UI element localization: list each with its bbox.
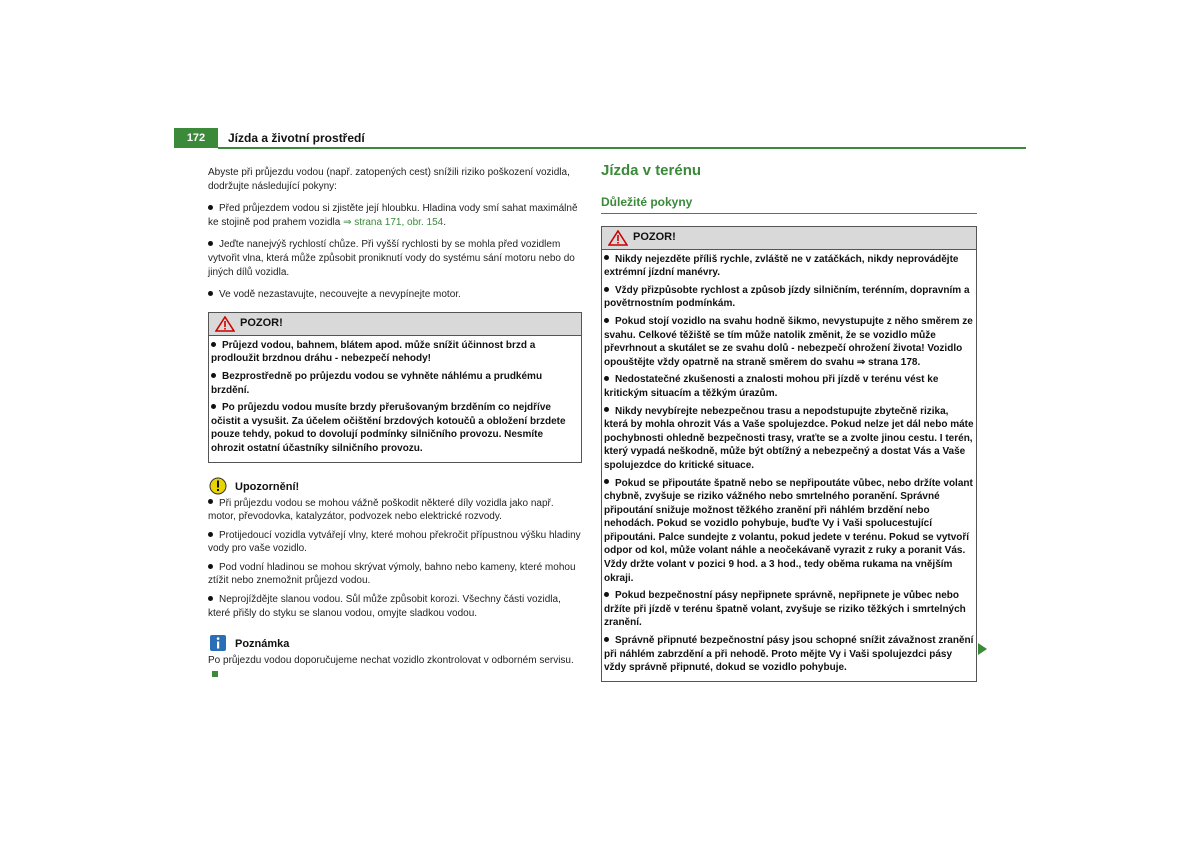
- caution-item-text: Protijedoucí vozidla vytvářejí vlny, které mohou překročit přípustnou výšku hladiny vody pro vaše vozidlo.: [208, 529, 581, 555]
- warning-item: [604, 315, 974, 369]
- caution-item-text: Neprojíždějte slanou vodou. Sůl může způsobit korozi. Všechny části vozidla, které přišly do styku se slanou vodou, omyjte sladkou vodou.: [208, 594, 561, 619]
- list-item-text: Jeďte nanejvýš rychlostí chůze. Při vyšší rychlosti by se mohla před vozidlem vytvořit vlna, která může způsobit proniknutí vody do systému sání motoru nebo do jiných dílů vozidla.: [208, 239, 575, 278]
- warning-item-text: Nikdy nejezděte příliš rychle, zvláště ne v zatáčkách, nikdy neprovádějte extrémní jízdní manévry.: [604, 253, 959, 279]
- warning-box: [601, 226, 977, 682]
- chapter-title: Jízda a životní prostředí: [228, 131, 365, 145]
- warning-label: POZOR!: [240, 316, 283, 329]
- page-reference-link[interactable]: ⇒ strana 171, obr. 154: [343, 216, 444, 228]
- warning-item: [604, 589, 974, 630]
- warning-item: [604, 253, 974, 280]
- caution-item: [208, 593, 582, 620]
- bullet-icon: [208, 532, 213, 537]
- caution-item: [208, 561, 582, 588]
- note-header: [208, 634, 582, 654]
- intro-paragraph: Abyste při průjezdu vodou (např. zatopených cest) snížili riziko poškození vozidla, dodržujte následující pokyny:: [208, 167, 570, 192]
- warning-triangle-icon: [608, 230, 628, 246]
- warning-item-text: Pokud stojí vozidlo na svahu hodně šikmo, nevystupujte z něho směrem ze svahu. Celkové těžiště se tím může natolik změnit, že se vozidlo může převrhnout a skutálet se ze svahu dolů - nebezpečí ohrožení života! Vozidlo opouštějte vždy opatrně na straně směrem do svahu: [604, 315, 973, 368]
- section-end-mark: [212, 671, 218, 677]
- exclamation-circle-icon: [209, 477, 227, 495]
- warning-item: [211, 370, 579, 397]
- warning-item-text: Nedostatečné zkušenosti a znalosti mohou při jízdě v terénu vést ke kritickým situacím a těžkým úrazům.: [604, 374, 939, 399]
- bullet-icon: [604, 637, 609, 642]
- warning-item: [211, 339, 579, 366]
- warning-item: [604, 405, 974, 473]
- header-rule: [218, 147, 1026, 149]
- info-icon: [209, 634, 227, 652]
- bullet-icon: [208, 241, 213, 246]
- continue-arrow-icon: [978, 643, 987, 655]
- list-item-tail: .: [443, 216, 446, 228]
- warning-item-text: Průjezd vodou, bahnem, blátem apod. může snížit účinnost brzd a prodloužit brzdnou dráhu - nebezpečí nehody!: [211, 339, 536, 365]
- bullet-icon: [604, 255, 609, 260]
- warning-item-tail: .: [917, 356, 921, 368]
- warning-item: [604, 373, 974, 400]
- bullet-icon: [211, 342, 216, 347]
- bullet-icon: [208, 564, 213, 569]
- bullet-icon: [604, 407, 609, 412]
- list-item: [208, 288, 582, 302]
- subheading-block: [601, 196, 977, 214]
- warning-header: [209, 313, 581, 336]
- note-label: Poznámka: [235, 638, 290, 651]
- warning-triangle-icon: [215, 316, 235, 332]
- bullet-icon: [604, 287, 609, 292]
- list-item: [208, 238, 582, 279]
- note-text-paragraph: [208, 654, 582, 681]
- bullet-icon: [211, 404, 216, 409]
- warning-item-text: Pokud se připoutáte špatně nebo se nepřipoutáte vůbec, nebo držíte volant chybně, zvyšuje se riziko vážného nebo smrtelného poranění. Správné připoutání snižuje možnost těžkého zranění při náhlém brzdění nebo nehodách. Pokud se vozidlo pohybuje, buďte Vy i Vaši spolucestující připoutáni. Palce sundejte z volantu, pokud jedete v terénu. Pokud se vytvoří odpor od kol, může volant náhle a neočekávaně vyrazit z ruky a poranit Vás. Vždy držte volant v pozici 9 hod. a 3 hod., tedy oběma rukama na vnějším okraji.: [604, 477, 973, 584]
- caution-item: [208, 497, 582, 524]
- page-header: [174, 128, 1026, 148]
- warning-header: [602, 227, 976, 250]
- bullet-icon: [604, 592, 609, 597]
- warning-box: [208, 312, 582, 463]
- page-reference-link[interactable]: ⇒ strana 178: [856, 356, 918, 368]
- caution-header: [208, 477, 582, 497]
- bullet-icon: [604, 376, 609, 381]
- caution-item-text: Pod vodní hladinou se mohou skrývat výmoly, bahno nebo kameny, které mohou ztížit nebo znemožnit průjezd vodou.: [208, 561, 576, 587]
- caution-item: [208, 529, 582, 556]
- warning-item-text: Pokud bezpečnostní pásy nepřipnete správně, nepřipnete je vůbec nebo držíte při jízdě v terénu špatně volant, zvyšuje se riziko těžkých i smrtelných zranění.: [604, 590, 966, 629]
- bullet-icon: [604, 318, 609, 323]
- list-item-text: Ve vodě nezastavujte, necouvejte a nevypínejte motor.: [219, 289, 461, 301]
- warning-item-text: Nikdy nevybírejte nebezpečnou trasu a nepodstupujte zbytečně rizika, která by mohla ohrozit Vás a Vaše spolujezdce. Pokud nelze jet dál nebo máte pochybnosti ohledně bezpečnosti trasy, vraťte se a zvolte jinou cestu. I terén, který vypadá neškodně, může být obtížný a nebezpečný a dostat Vás a Vaše spolujezdce do kritické situace.: [604, 405, 974, 471]
- list-item: [208, 202, 582, 229]
- warning-item: [604, 634, 974, 675]
- bullet-icon: [208, 499, 213, 504]
- warning-item: [604, 477, 974, 586]
- warning-item: [604, 284, 974, 311]
- right-column: [601, 164, 977, 682]
- warning-label: POZOR!: [633, 230, 676, 243]
- warning-item-text: Vždy přizpůsobte rychlost a způsob jízdy silničním, terénním, dopravním a povětrnostním podmínkám.: [604, 284, 970, 310]
- warning-item-text: Po průjezdu vodou musíte brzdy přerušovaným brzděním co nejdříve očistit a vysušit. Za účelem očištění brzdových kotoučů a obložení brzdete pouze tehdy, pokud to dovolují podmínky silničního provozu. Nesmíte ohrozit ostatní účastníky silničního provozu.: [211, 402, 566, 454]
- page-number: 172: [174, 128, 218, 148]
- bullet-icon: [208, 596, 213, 601]
- note-text: Po průjezdu vodou doporučujeme nechat vozidlo zkontrolovat v odborném servisu.: [208, 655, 574, 667]
- bullet-icon: [604, 479, 609, 484]
- warning-item-text: Bezprostředně po průjezdu vodou se vyhněte náhlému a prudkému brzdění.: [211, 370, 543, 396]
- bullet-icon: [208, 291, 213, 296]
- subsection-heading: Důležité pokyny: [601, 195, 693, 209]
- warning-item-text: Správně připnuté bezpečnostní pásy jsou schopné snížit závažnost zranění při náhlém zabrzdění a při nehodě. Proto mějte Vy i Vaši spolujezdci pásy vždy správně připnuté, dokud se vozidlo pohybuje.: [604, 635, 974, 674]
- bullet-icon: [208, 205, 213, 210]
- left-column: [208, 166, 582, 686]
- warning-item: [211, 401, 579, 455]
- list-item-text: Před průjezdem vodou si zjistěte její hloubku. Hladina vody smí sahat maximálně ke stojině pod prahem vozidla: [208, 203, 578, 228]
- caution-label: Upozornění!: [235, 480, 300, 493]
- section-heading: Jízda v terénu: [601, 162, 702, 179]
- caution-item-text: Při průjezdu vodou se mohou vážně poškodit některé díly vozidla jako např. motor, převodovka, katalyzátor, podvozek nebo elektrické rozvody.: [208, 497, 554, 523]
- bullet-icon: [211, 373, 216, 378]
